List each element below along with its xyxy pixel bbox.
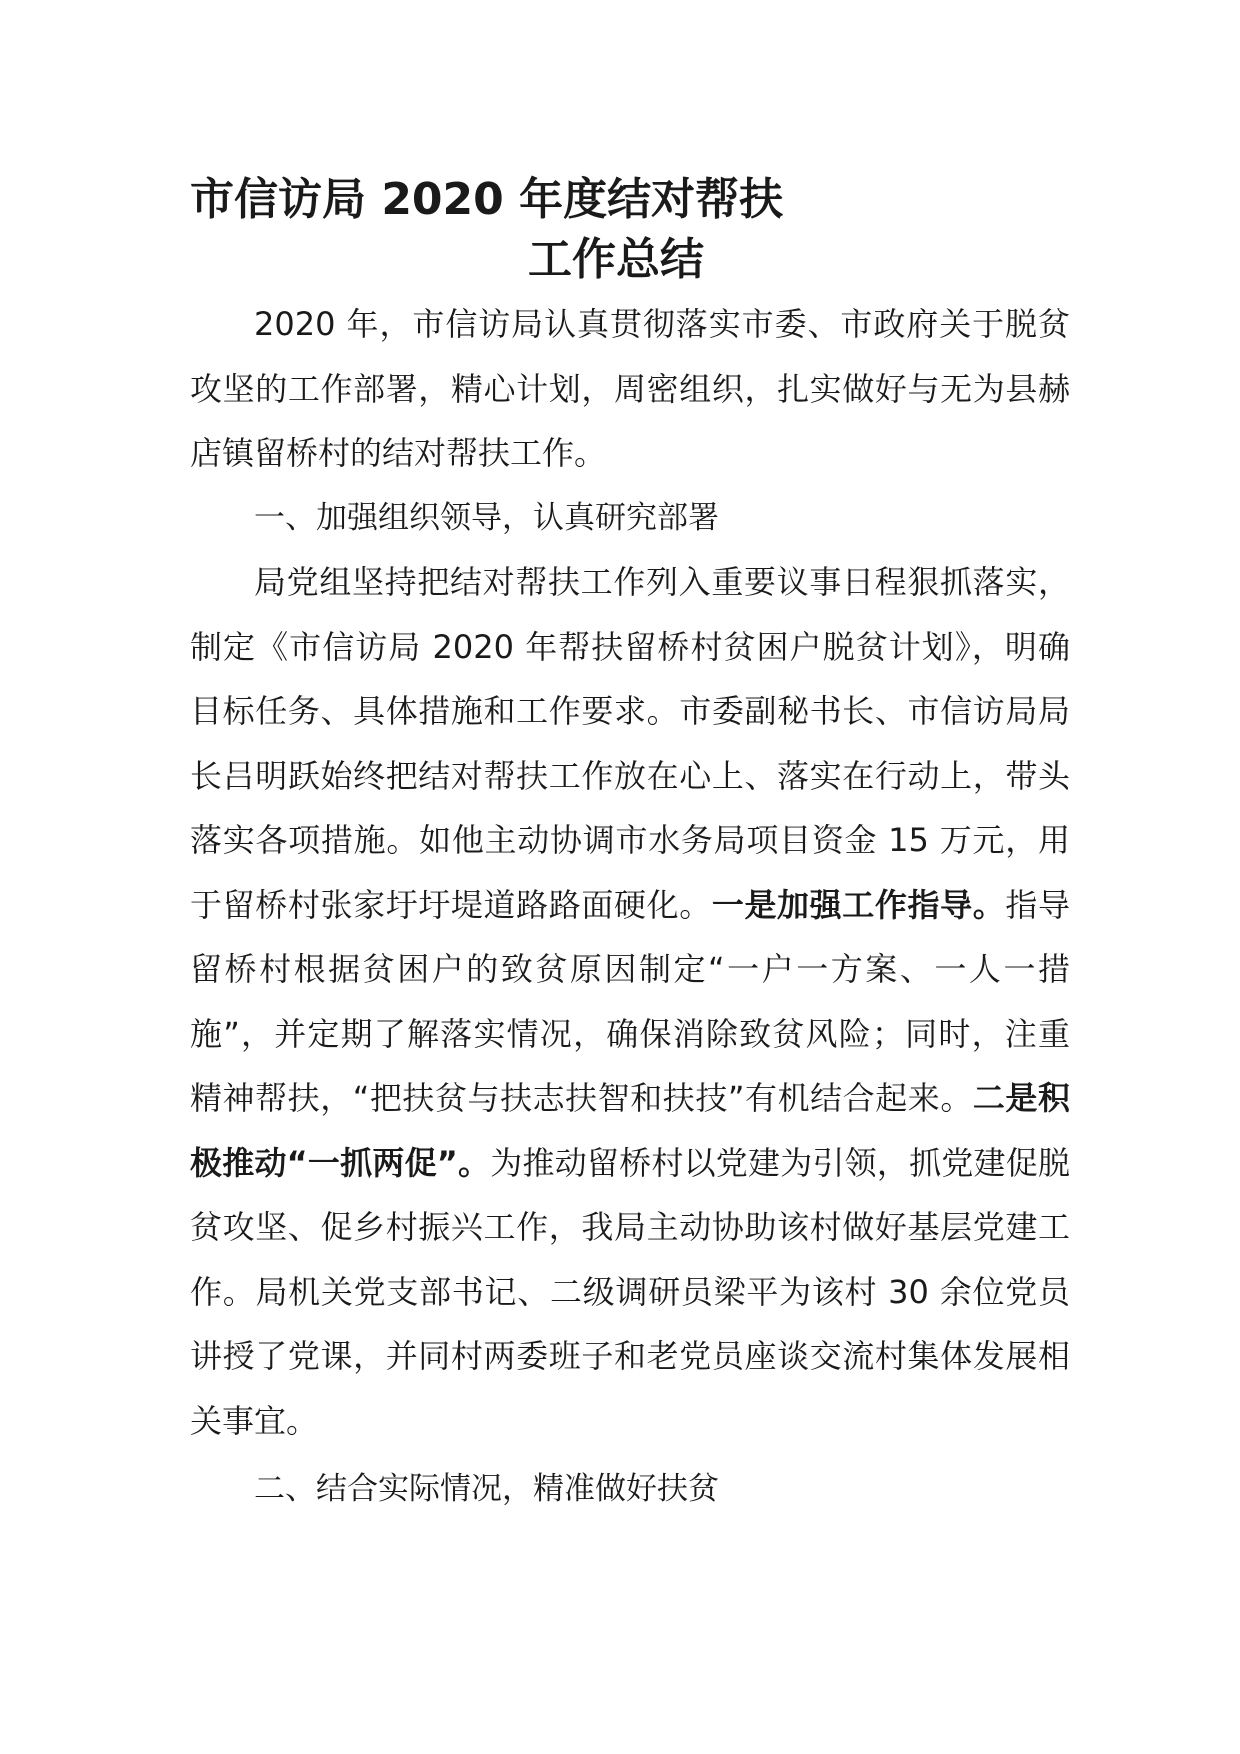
section-1-text-c: 为推动留桥村以党建为引领，抓党建促脱贫攻坚、促乡村振兴工作，我局主动协助该村做好基层党建工作。局机关党支部书记、二级调研员梁平为该村 30 余位党员讲授了党课，并同村两委班子和老党员座谈交流村集体发展相关事宜。 [190, 1143, 1070, 1440]
section-2-heading: 二、结合实际情况，精准做好扶贫 [254, 1471, 719, 1507]
document-title-line-1: 市信访局 2020 年度结对帮扶 [190, 174, 784, 225]
section-1-bold-point-1: 一是加强工作指导。 [711, 885, 1006, 924]
intro-paragraph: 2020 年，市信访局认真贯彻落实市委、市政府关于脱贫攻坚的工作部署，精心计划，周密组织，扎实做好与无为县赫店镇留桥村的结对帮扶工作。 [190, 305, 1070, 472]
document-title-line-2: 工作总结 [528, 234, 704, 285]
section-1-text-b: 指导留桥村根据贫困户的致贫原因制定“一户一方案、一人一措施”，并定期了解落实情况，确保消除致贫风险；同时，注重精神帮扶，“把扶贫与扶志扶智和扶技”有机结合起来。 [190, 885, 1070, 1117]
document-page [190, 170, 1070, 1522]
section-1-bold-point-2: 二是积极推动“一抓两促”。 [190, 1079, 1070, 1182]
section-1-text-a: 局党组坚持把结对帮扶工作列入重要议事日程狠抓落实，制定《市信访局 2020 年帮扶留桥村贫困户脱贫计划》，明确目标任务、具体措施和工作要求。市委副秘书长、市信访局局长吕明跃始终把结对帮扶工作放在心上、落实在行动上，带头落实各项措施。如他主动协调市水务局项目资金 15 万元，用于留桥村张家圩圩堤道路路面硬化。 [190, 563, 1070, 924]
section-1-paragraph [190, 550, 1070, 1453]
section-1-heading: 一、加强组织领导，认真研究部署 [254, 499, 719, 536]
